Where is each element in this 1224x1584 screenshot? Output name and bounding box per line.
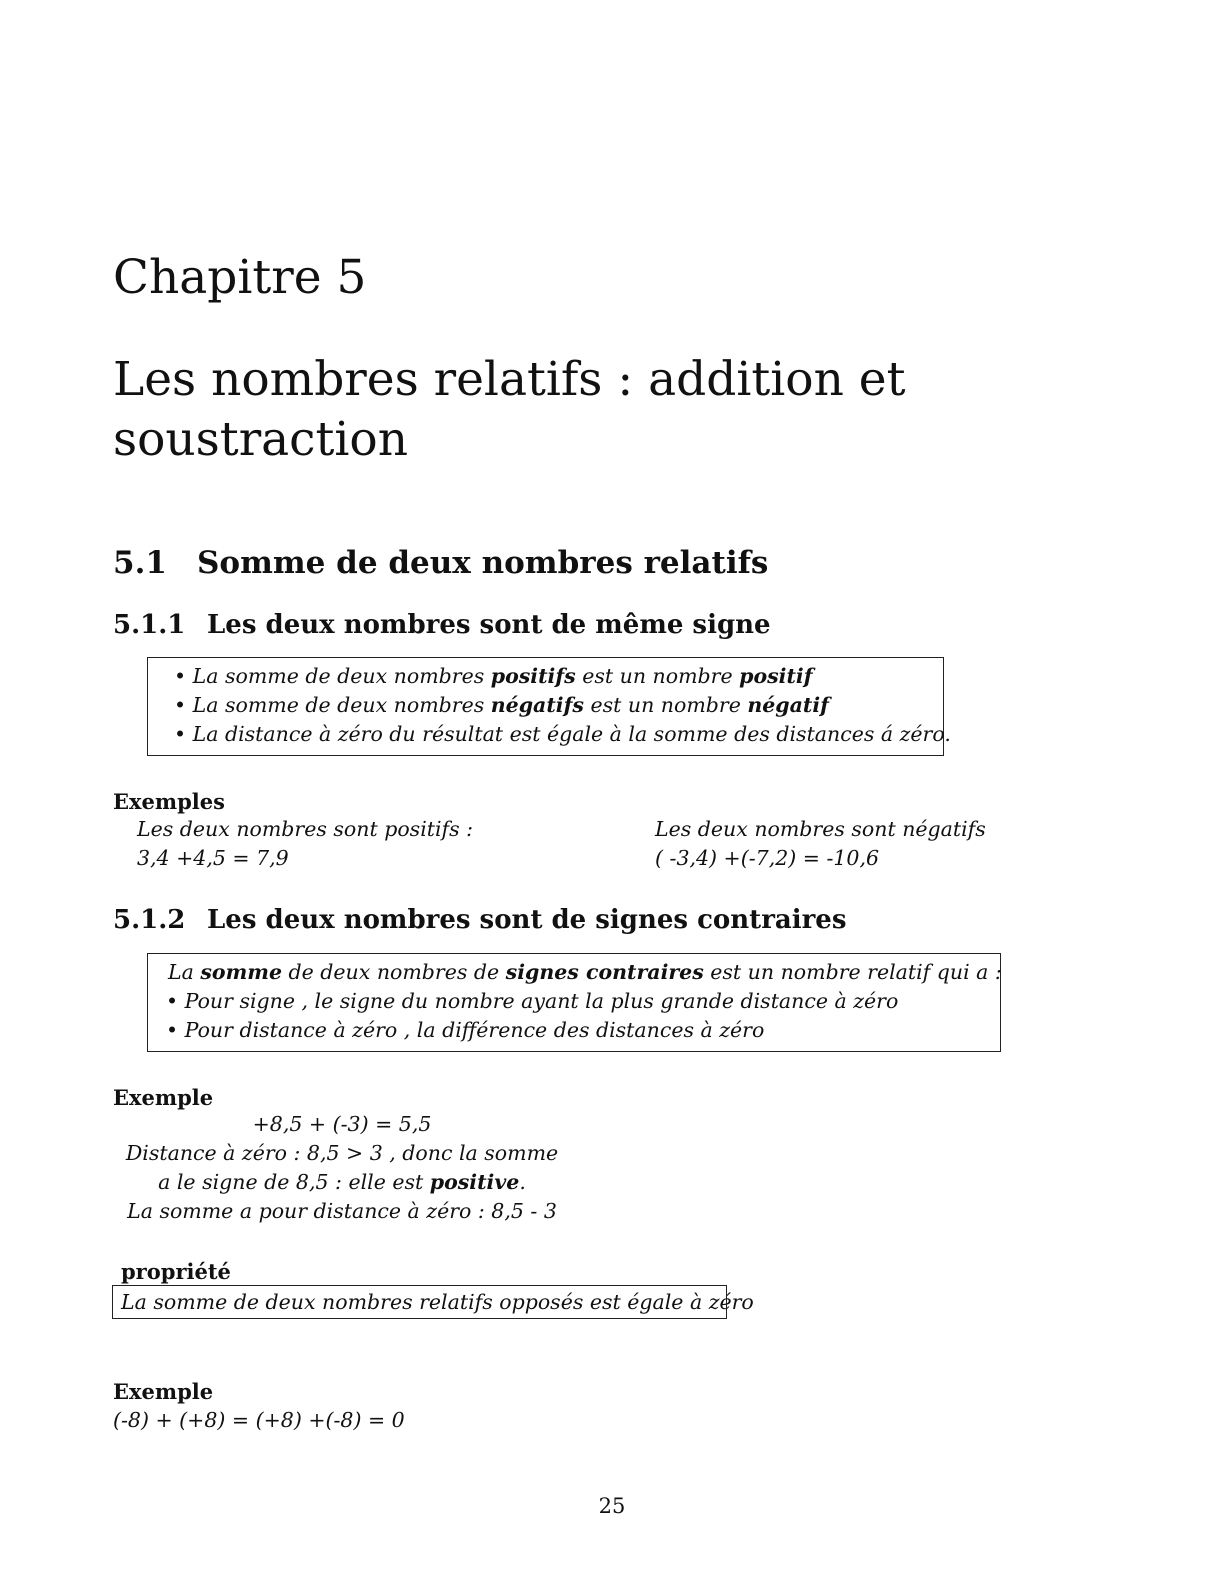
rule-line-distance: • La distance à zéro du résultat est égale à la somme des distances á zéro.: [174, 722, 951, 746]
example-negative-desc: Les deux nombres sont négatifs: [655, 817, 986, 841]
property-box: [112, 1285, 754, 1319]
bullet: •: [174, 693, 187, 717]
rule-line-sign: • Pour signe , le signe du nombre ayant la plus grande distance à zéro: [166, 989, 899, 1013]
rule-line-difference: • Pour distance à zéro , la différence des distances à zéro: [166, 1018, 765, 1042]
chapter-label: Chapitre 5: [113, 250, 367, 305]
bullet: •: [174, 664, 187, 688]
example-label: Exemple: [113, 1085, 214, 1110]
example-calc: +8,5 + (-3) = 5,5: [252, 1112, 432, 1136]
bullet: •: [166, 989, 179, 1013]
rule-line-positive: • La somme de deux nombres positifs est un nombre positif: [174, 664, 813, 688]
emphasis-negatifs: négatifs: [490, 693, 584, 717]
rule-line-intro: La somme de deux nombres de signes contraires est un nombre relatif qui a :: [168, 960, 1002, 984]
emphasis-somme: somme: [200, 960, 282, 984]
subsection-heading-1: [113, 610, 771, 640]
emphasis-positif: positif: [739, 664, 813, 688]
emphasis-signes-contraires: signes contraires: [505, 960, 704, 984]
rule-line-negative: • La somme de deux nombres négatifs est un nombre négatif: [174, 693, 829, 717]
emphasis-positive: positive: [429, 1170, 520, 1194]
emphasis-positifs: positifs: [490, 664, 576, 688]
example-negative-calc: ( -3,4) +(-7,2) = -10,6: [655, 846, 880, 870]
subsection-number-2: 5.1.2: [113, 905, 186, 935]
rule-box-opposite-sign: [147, 953, 1001, 1052]
chapter-title: Les nombres relatifs : addition et soustraction: [113, 352, 906, 467]
subsection-title-2: Les deux nombres sont de signes contraires: [207, 905, 847, 935]
example-sign: a le signe de 8,5 : elle est positive.: [158, 1170, 526, 1194]
bullet: •: [174, 722, 187, 746]
property-label: propriété: [121, 1259, 231, 1284]
subsection-number-1: 5.1.1: [113, 610, 186, 640]
example-difference: La somme a pour distance à zéro : 8,5 - 3: [127, 1199, 557, 1223]
section-heading: [113, 545, 768, 581]
final-example-label: Exemple: [113, 1379, 214, 1404]
examples-label: Exemples: [113, 789, 225, 814]
example-distance: Distance à zéro : 8,5 > 3 , donc la somme: [125, 1141, 559, 1165]
bullet: •: [166, 1018, 179, 1042]
final-example-calc: (-8) + (+8) = (+8) +(-8) = 0: [113, 1408, 405, 1432]
property-text: La somme de deux nombres relatifs opposés est égale à zéro: [121, 1290, 754, 1314]
example-positive-desc: Les deux nombres sont positifs :: [137, 817, 474, 841]
rule-box-same-sign: [147, 657, 951, 756]
example-positive-calc: 3,4 +4,5 = 7,9: [137, 846, 289, 870]
page-number: 25: [598, 1494, 626, 1518]
section-title: Somme de deux nombres relatifs: [197, 545, 769, 581]
subsection-heading-2: [113, 905, 847, 935]
subsection-title-1: Les deux nombres sont de même signe: [207, 610, 771, 640]
emphasis-negatif: négatif: [747, 693, 829, 717]
section-number: 5.1: [113, 545, 167, 581]
